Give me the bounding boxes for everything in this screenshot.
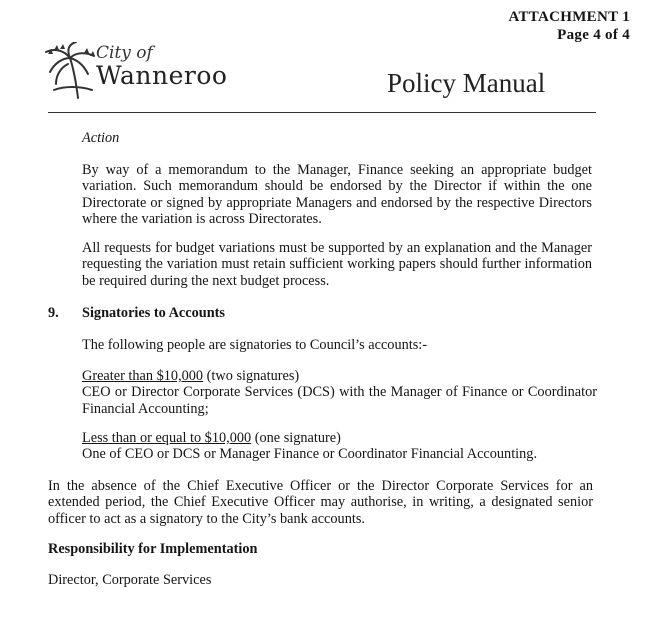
signatories-intro: The following people are signatories to Council’s accounts:- [82, 337, 428, 353]
action-paragraph-2: All requests for budget variations must be supported by an explanation and the Manager requesting the variation must retain sufficient working papers should further information be required during the next budget process. [82, 240, 592, 289]
logo-name-text: Wanneroo [96, 61, 228, 90]
greater-than-note: (two signatures) [203, 368, 300, 384]
greater-than-block [82, 368, 597, 417]
less-than-body: One of CEO or DCS or Manager Finance or Coordinator Financial Accounting. [82, 446, 538, 463]
palm-icon [44, 42, 100, 100]
header-divider [48, 112, 596, 113]
page-number: Page 4 of 4 [557, 27, 630, 43]
less-than-label: Less than or equal to $10,000 [82, 430, 252, 446]
logo-city-text: City of [96, 43, 153, 63]
responsibility-body: Director, Corporate Services [48, 572, 212, 588]
greater-than-label: Greater than $10,000 [82, 368, 204, 384]
greater-than-body: CEO or Director Corporate Services (DCS) with the Manager of Finance or Coordinator Financial Accounting; [82, 384, 597, 417]
section-number: 9. [48, 305, 59, 321]
attachment-label [508, 8, 630, 44]
action-heading: Action [82, 130, 120, 146]
less-than-note: (one signature) [251, 430, 341, 446]
section-heading: Signatories to Accounts [82, 305, 225, 321]
attachment-number: ATTACHMENT 1 [508, 9, 630, 25]
responsibility-heading: Responsibility for Implementation [48, 541, 258, 557]
document-title: Policy Manual [387, 68, 546, 98]
absence-paragraph: In the absence of the Chief Executive Officer or the Director Corporate Services for an extended period, the Chief Executive Officer may authorise, in writing, a designated senior officer to act as a signatory to the City’s bank accounts. [48, 478, 593, 527]
city-logo [44, 42, 244, 102]
less-than-block [82, 430, 597, 463]
action-paragraph-1: By way of a memorandum to the Manager, Finance seeking an appropriate budget variation. Such memorandum should be endorsed by the Director if within the one Directorate or signed by appropriate Managers and endorsed by the respective Directors where the variation is across Directorates. [82, 162, 592, 227]
